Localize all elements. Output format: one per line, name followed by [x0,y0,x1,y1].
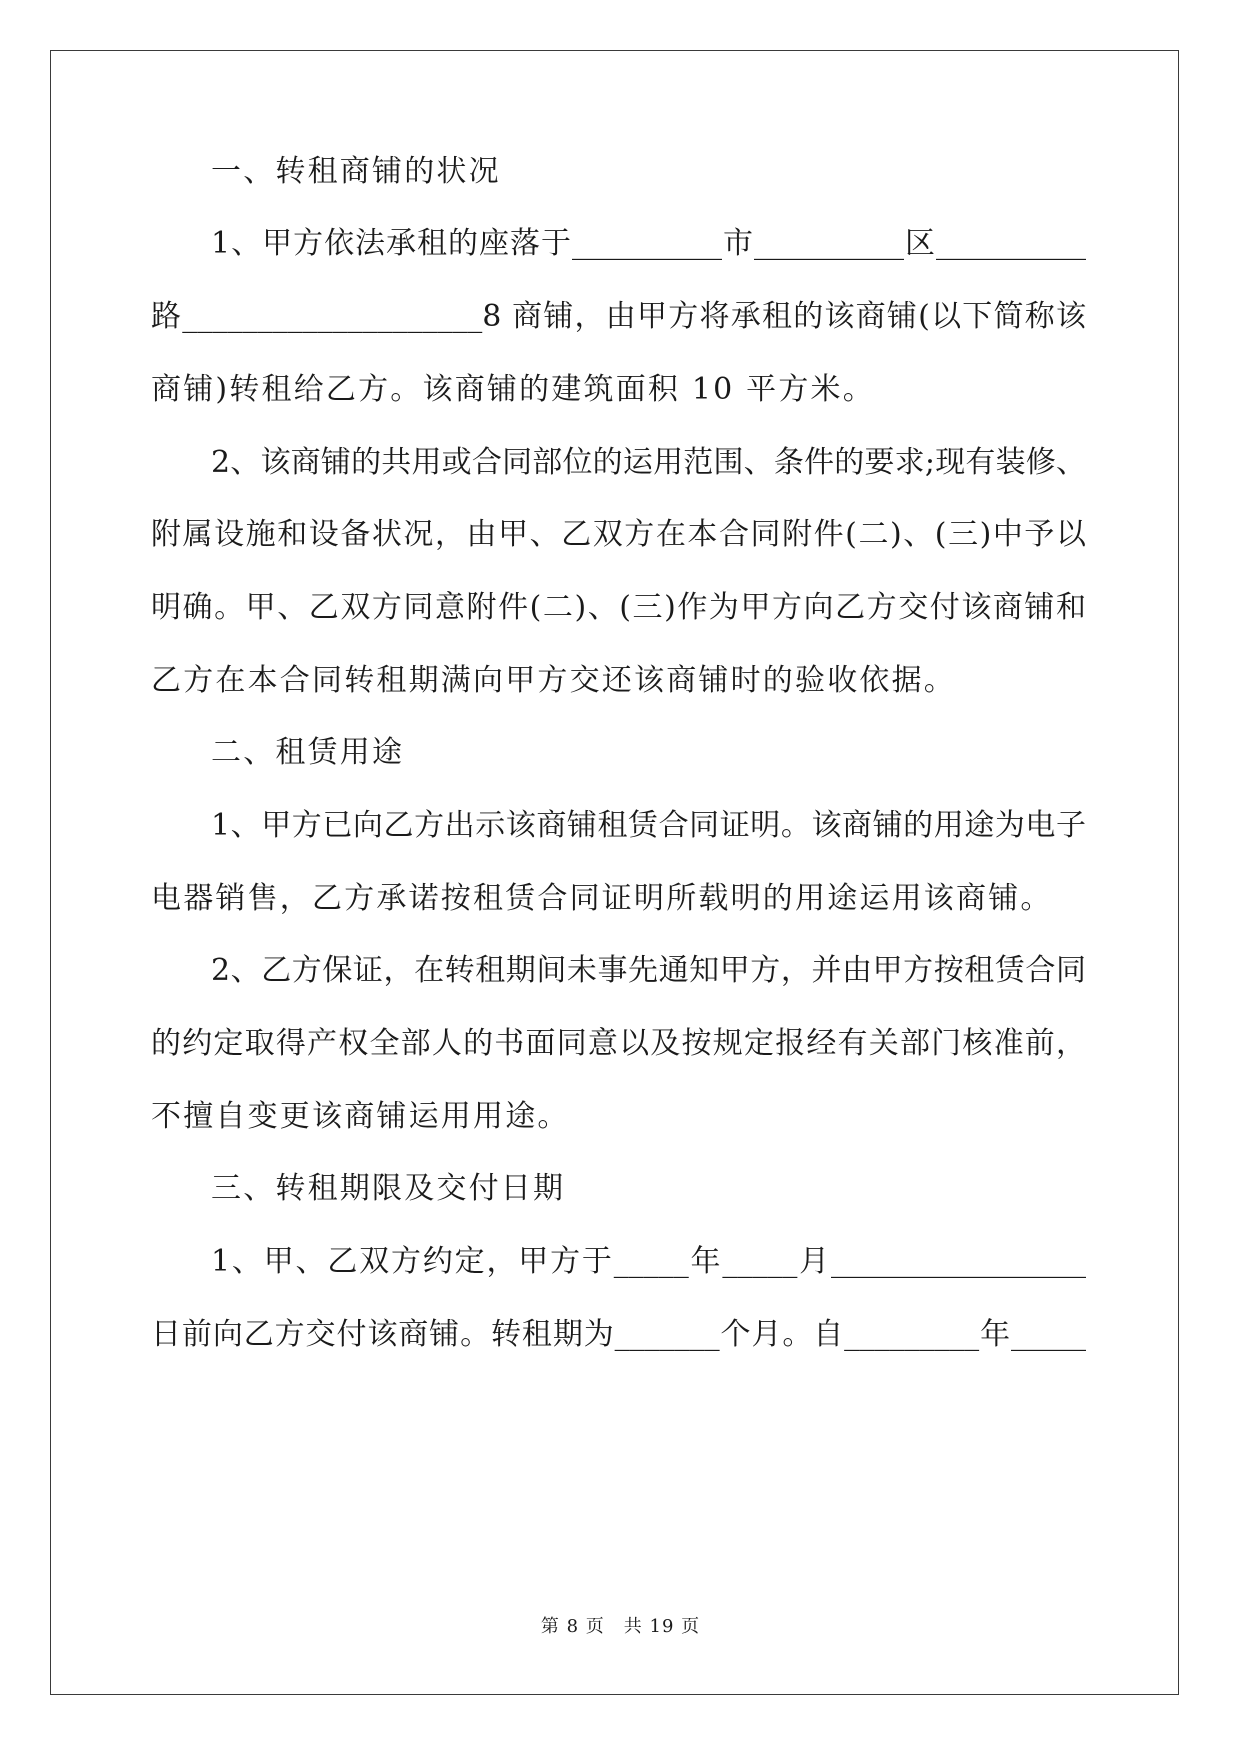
paragraph-line: 2、乙方保证，在转租期间未事先通知甲方，并由甲方按租赁合同 [211,953,1086,988]
paragraph-line: 1、甲方已向乙方出示该商铺租赁合同证明。该商铺的用途为电子 [211,808,1086,843]
paragraph-line: 附属设施和设备状况，由甲、乙双方在本合同附件(二)、(三)中予以 [151,517,1086,552]
paragraph-line: 商铺)转租给乙方。该商铺的建筑面积 10 平方米。 [151,372,875,407]
paragraph-line: 路____________________8 商铺，由甲方将承租的该商铺(以下简称该 [151,299,1086,334]
paragraph-line: 1、甲方依法承租的座落于__________市__________区__________ [211,226,1086,261]
paragraph-line: 日前向乙方交付该商铺。转租期为_______个月。自_________年_____ [151,1317,1086,1352]
section-heading-2: 二、租赁用途 [211,735,405,770]
section-heading-3: 三、转租期限及交付日期 [211,1171,566,1206]
paragraph-line: 电器销售，乙方承诺按租赁合同证明所载明的用途运用该商铺。 [151,881,1053,916]
page-number: 第 8 页 共 19 页 [540,1616,701,1637]
paragraph-line: 1、甲、乙双方约定，甲方于_____年_____月_________________ [211,1244,1086,1279]
paragraph-line: 乙方在本合同转租期满向甲方交还该商铺时的验收依据。 [151,663,956,698]
paragraph-line: 2、该商铺的共用或合同部位的运用范围、条件的要求;现有装修、 [211,445,1086,480]
paragraph-line: 的约定取得产权全部人的书面同意以及按规定报经有关部门核准前， [151,1026,1086,1061]
section-heading-1: 一、转租商铺的状况 [211,154,501,189]
paragraph-line: 明确。甲、乙双方同意附件(二)、(三)作为甲方向乙方交付该商铺和 [151,590,1086,625]
paragraph-line: 不擅自变更该商铺运用用途。 [151,1099,570,1134]
